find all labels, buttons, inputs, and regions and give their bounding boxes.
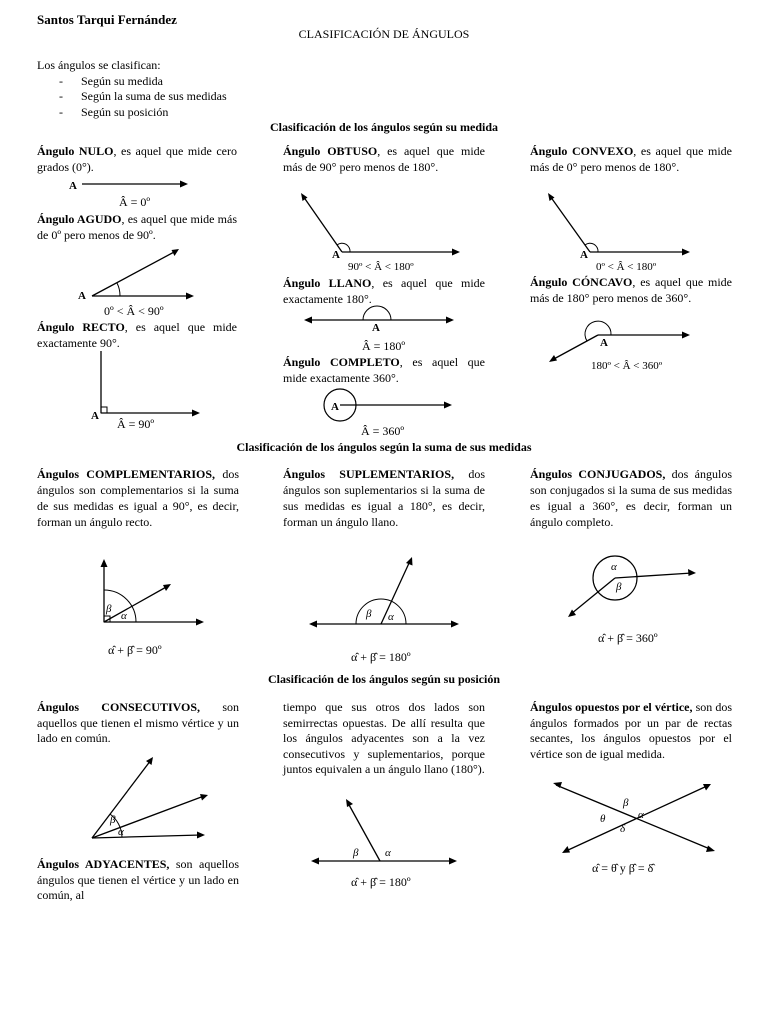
formula: 0º < Â < 90º	[104, 304, 164, 318]
def-text: son dos ángulos formados por un par de rectas secantes, los ángulos opuestos por el vértice son de igual medida.	[530, 700, 733, 761]
def-text: , es aquel que mide más de 0° pero menos de 180°.	[530, 144, 732, 174]
figure-suplementarios	[305, 555, 465, 670]
def-text: dos ángulos son conjugados si la suma de sus medidas es igual a 360°, es decir, forman un ángulo completo.	[530, 467, 733, 529]
figure-opuestos	[548, 778, 728, 883]
def-conjugados	[530, 466, 732, 530]
beta-label: β	[623, 797, 629, 809]
figure-complementarios	[90, 558, 210, 663]
beta-label: β	[110, 814, 116, 826]
figure-angulo-agudo	[75, 245, 205, 320]
alpha-label: α	[385, 847, 391, 859]
intro-list	[37, 74, 337, 121]
figure-consecutivos	[80, 755, 210, 845]
def-title: Ángulos SUPLEMENTARIOS,	[283, 467, 455, 481]
def-text: dos ángulos son suplementarios si la suma de sus medidas es igual a 180°, es decir, forman un ángulo llano.	[283, 467, 485, 529]
vertex-label: A	[69, 180, 77, 192]
figure-angulo-recto	[88, 345, 208, 435]
figure-adyacentes	[305, 795, 465, 895]
def-title: Ángulo CÓNCAVO	[530, 275, 633, 289]
vertex-label: A	[600, 337, 608, 349]
beta-label: β	[353, 847, 359, 859]
figure-angulo-llano	[300, 308, 460, 356]
def-text: , es aquel que mide cero grados (0°).	[37, 144, 237, 174]
figure-angulo-nulo	[60, 172, 200, 212]
beta-label: β	[106, 603, 112, 615]
document-title: CLASIFICACIÓN DE ÁNGULOS	[298, 27, 470, 41]
def-text: , es aquel que mide más de 90° pero menos de 180°.	[283, 144, 485, 174]
def-text: , es aquel que mide más de 0º pero menos de 90º.	[37, 212, 237, 242]
def-text: dos ángulos son complementarios si la suma de sus medidas es igual a 90°, es decir, forman un ángulo recto.	[37, 467, 239, 529]
vertex-label: A	[580, 249, 588, 261]
formula: α̂ + β̂ = 360º	[598, 631, 658, 645]
intro-block	[37, 58, 337, 120]
def-consecutivos	[37, 700, 239, 747]
figure-angulo-completo	[315, 385, 460, 440]
figure-angulo-concavo	[540, 315, 700, 375]
figure-conjugados	[560, 550, 705, 650]
list-item: - Según su posición	[37, 105, 337, 121]
def-text: son aquellos ángulos que tienen el vértice y un lado en común, al	[37, 857, 239, 902]
def-text: son aquellos que tienen el mismo vértice y un lado en común.	[37, 700, 239, 745]
def-adyacentes-continuation: tiempo que sus otros dos lados son semirrectas opuestas. De allí resulta que los ángulos adyacentes son a la vez consecutivos y suplementarios, porque juntos equivalen a un ángulo llano (180°).	[283, 700, 485, 776]
def-complementarios	[37, 466, 239, 530]
def-adyacentes	[37, 857, 239, 904]
def-llano	[283, 276, 485, 307]
formula: α̂ = θ̂ y β̂ = δ̂	[592, 861, 654, 875]
beta-label: β	[366, 608, 372, 620]
def-text: , es aquel que mide más de 180° pero menos de 360°.	[530, 275, 732, 305]
section-heading-medida: Clasificación de los ángulos según su medida	[269, 120, 499, 134]
section-heading-posicion: Clasificación de los ángulos según su posición	[267, 672, 501, 686]
def-title: Ángulo CONVEXO	[530, 144, 634, 158]
def-concavo	[530, 275, 732, 306]
def-title: Ángulo RECTO	[37, 320, 125, 334]
formula: 0º < Â < 180º	[596, 261, 657, 273]
def-title: Ángulo NULO	[37, 144, 114, 158]
def-completo	[283, 355, 485, 386]
def-title: Ángulo AGUDO	[37, 212, 122, 226]
author-name: Santos Tarqui Fernández	[37, 12, 177, 27]
list-item: - Según la suma de sus medidas	[37, 89, 337, 105]
def-title: Ángulos opuestos por el vértice,	[530, 700, 693, 714]
def-title: Ángulo LLANO	[283, 276, 372, 290]
intro-lead: Los ángulos se clasifican:	[37, 58, 161, 72]
formula: Â = 360º	[361, 424, 405, 438]
alpha-label: α	[388, 611, 394, 623]
formula: α̂ + β̂ = 180º	[351, 650, 411, 664]
alpha-label: α	[611, 561, 617, 573]
section-heading-suma: Clasificación de los ángulos según la suma de sus medidas	[236, 440, 532, 454]
def-text: , es aquel que mide exactamente 360°.	[283, 355, 485, 385]
formula: Â = 90º	[117, 417, 155, 431]
alpha-label: α	[121, 610, 127, 622]
formula: α̂ + β̂ = 180º	[351, 875, 411, 889]
def-title: Ángulo COMPLETO	[283, 355, 400, 369]
vertex-label: A	[331, 401, 339, 413]
def-convexo	[530, 144, 732, 175]
def-opuestos	[530, 700, 732, 762]
def-text: , es aquel que mide exactamente 90°.	[37, 320, 237, 350]
vertex-label: A	[332, 249, 340, 261]
formula: Â = 180º	[362, 339, 406, 353]
vertex-label: A	[91, 410, 99, 422]
list-item: - Según su medida	[37, 74, 337, 90]
formula: α̂ + β̂ = 90º	[108, 643, 162, 657]
def-title: Ángulo OBTUSO	[283, 144, 378, 158]
vertex-label: A	[372, 322, 380, 334]
figure-angulo-obtuso	[290, 190, 470, 275]
formula: 90º < Â < 180º	[348, 261, 414, 273]
figure-angulo-convexo	[540, 190, 700, 275]
def-title: Ángulos ADYACENTES,	[37, 857, 170, 871]
def-obtuso	[283, 144, 485, 175]
def-title: Ángulos COMPLEMENTARIOS,	[37, 467, 216, 481]
alpha-label: α	[118, 826, 124, 838]
def-title: Ángulos CONJUGADOS,	[530, 467, 666, 481]
def-nulo	[37, 144, 237, 175]
def-title: Ángulos CONSECUTIVOS,	[37, 700, 201, 714]
formula: Â = 0º	[119, 195, 151, 209]
def-text: , es aquel que mide exactamente 180°.	[283, 276, 485, 306]
beta-label: β	[616, 581, 622, 593]
def-suplementarios	[283, 466, 485, 530]
theta-label: θ	[600, 813, 606, 825]
delta-label: δ	[620, 823, 626, 835]
alpha-label: α	[638, 809, 644, 821]
formula: 180º < Â < 360º	[591, 360, 663, 372]
def-agudo	[37, 212, 237, 243]
vertex-label: A	[78, 290, 86, 302]
